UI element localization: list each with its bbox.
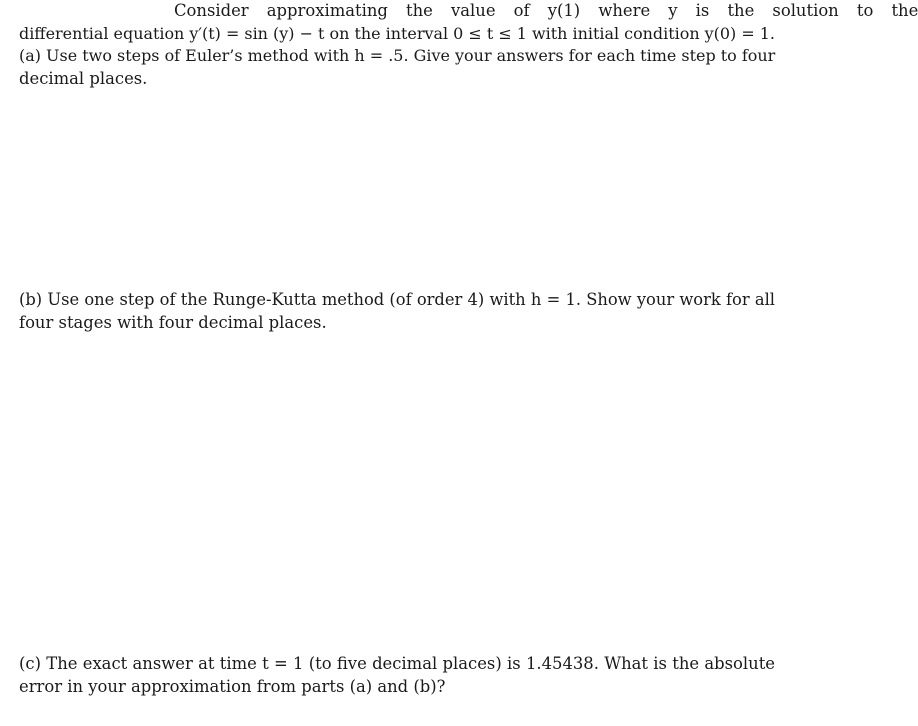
intro-line-1 [19,0,918,23]
intro-line-2: differential equation y′(t) = sin (y) − t on the interval 0 ≤ t ≤ 1 with initial condition y(0) = 1. [19,23,775,43]
intro-text-1: Consider approximating the value of y(1) where y is the solution to the [174,1,918,20]
part-c-line-2: error in your approximation from parts (a) and (b)? [19,676,446,696]
part-a-line-1: (a) Use two steps of Euler’s method with h = .5. Give your answers for each time step to four [19,46,776,66]
part-b-question [19,289,775,334]
part-b-line-1: (b) Use one step of the Runge-Kutta method (of order 4) with h = 1. Show your work for all [19,290,775,309]
part-a-line-2: decimal places. [19,68,148,88]
part-c-question [19,653,775,698]
problem-statement [19,0,918,90]
part-b-line-2: four stages with four decimal places. [19,312,327,332]
part-c-line-1: (c) The exact answer at time t = 1 (to five decimal places) is 1.45438. What is the absolute [19,654,775,673]
